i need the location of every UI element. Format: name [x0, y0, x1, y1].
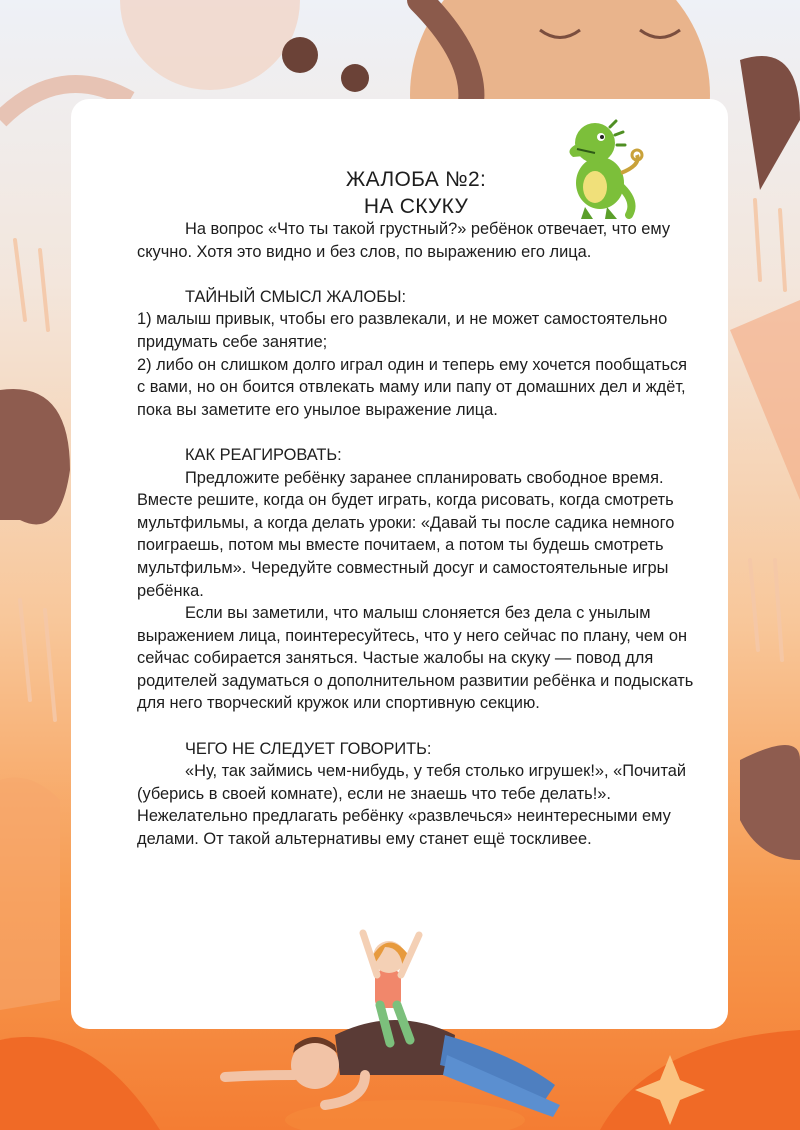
secret-item-2: 2) либо он слишком долго играл один и теперь ему хочется пообщаться с вами, но он боится отвлекать маму или папу от домашних дел и ждёт, пока вы заметите его унылое выражение лица. — [137, 355, 688, 419]
how-to-react-heading: КАК РЕАГИРОВАТЬ: — [185, 445, 342, 464]
page-title — [71, 166, 761, 220]
what-not-to-say-heading: ЧЕГО НЕ СЛЕДУЕТ ГОВОРИТЬ: — [185, 739, 432, 758]
secret-item-1: 1) малыш привык, чтобы его развлекали, и не может самостоятельно придумать себе занятие; — [137, 310, 668, 351]
parent-child-illustration — [215, 925, 575, 1130]
title-line-1: ЖАЛОБА №2: — [345, 168, 487, 191]
article-body — [137, 218, 697, 851]
dont-paragraph: «Ну, так займись чем-нибудь, у тебя столько игрушек!», «Почитай (уберись в своей комнате), если не знаешь что тебе делать!». Нежелательно предлагать ребёнку «развлечься» неинтересными ему делами. От такой альтернативы ему станет ещё тоскливее. — [137, 762, 687, 849]
intro-paragraph: На вопрос «Что ты такой грустный?» ребёнок отвечает, что ему скучно. Хотя это видно и без слов, по выражению его лица. — [137, 220, 671, 261]
secret-meaning-heading: ТАЙНЫЙ СМЫСЛ ЖАЛОБЫ: — [185, 287, 407, 306]
react-paragraph-1: Предложите ребёнку заранее спланировать свободное время. Вместе решите, когда он будет играть, когда рисовать, когда смотреть мультфильмы, а когда делать уроки: «Давай ты после садика немного поиграешь, потом мы вместе почитаем, а потом ты будешь смотреть мультфильм». Чередуйте совместный досуг и самостоятельные игры ребёнка. — [137, 468, 675, 600]
title-line-2: НА СКУКУ — [363, 195, 469, 218]
react-paragraph-2: Если вы заметили, что малыш слоняется без дела с унылым выражением лица, поинтересуйтесь, что у него сейчас по плану, чем он сейчас собирается заняться. Частые жалобы на скуку — повод для родителей задуматься о дополнительном развитии ребёнка и подыскать для него творческий кружок или спортивную секцию. — [137, 604, 694, 713]
